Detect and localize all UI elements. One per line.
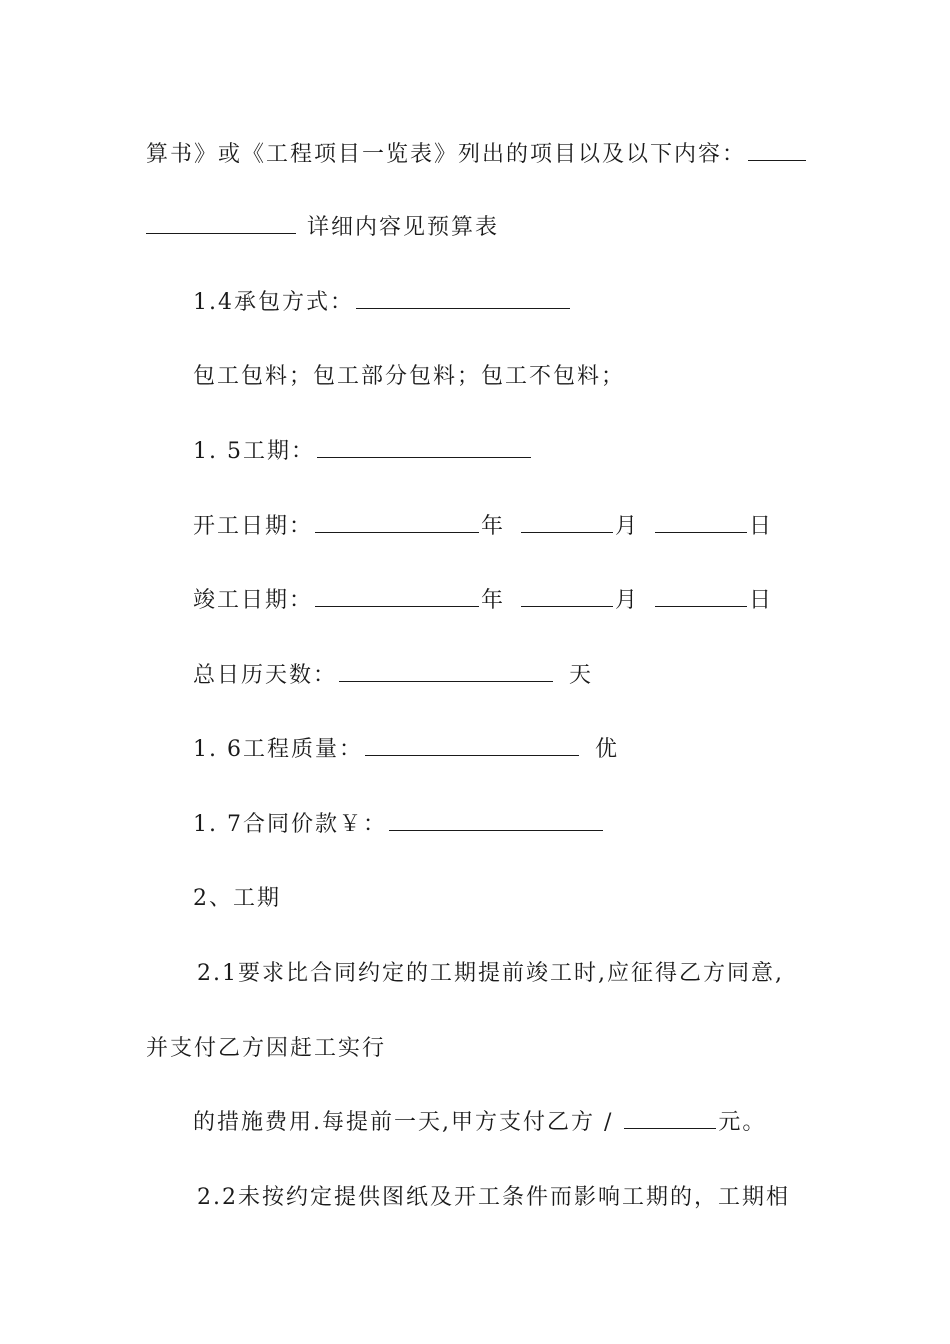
month-blank <box>521 512 613 533</box>
quality-value: 优 <box>594 737 619 762</box>
day-blank <box>655 586 747 607</box>
unit-label: 天 <box>569 663 594 688</box>
paragraph-line <box>146 213 499 243</box>
line-text: 包工包料；包工部分包料；包工不包料； <box>193 364 626 389</box>
start-date-line <box>193 512 773 542</box>
day-blank <box>655 512 747 533</box>
line-text: 并支付乙方因赶工实行 <box>146 1036 387 1061</box>
fill-in-blank <box>389 810 603 831</box>
paragraph-line <box>197 1183 790 1213</box>
line-label: 总日历天数： <box>193 663 338 688</box>
year-blank <box>315 586 479 607</box>
line-text: 2.2未按约定提供图纸及开工条件而影响工期的，工期相 <box>197 1185 790 1210</box>
paragraph-line <box>146 140 808 170</box>
contract-options-line <box>193 362 625 392</box>
fill-in-blank <box>748 140 806 161</box>
paragraph-line <box>146 1034 386 1064</box>
currency-unit: 元。 <box>718 1110 767 1135</box>
month-blank <box>521 586 613 607</box>
line-label: 1. 6工程质量： <box>193 737 363 762</box>
year-blank <box>315 512 479 533</box>
paragraph-line <box>193 1108 766 1138</box>
section-heading <box>193 884 281 914</box>
fill-in-blank <box>624 1108 716 1129</box>
month-label: 月 <box>615 588 640 613</box>
contract-type-line <box>193 288 572 318</box>
day-label: 日 <box>749 514 774 539</box>
paragraph-line <box>197 959 784 989</box>
year-label: 年 <box>481 588 506 613</box>
line-text: 1.4承包方式： <box>193 290 354 315</box>
total-days-line <box>193 661 593 691</box>
line-text: 1. 5工期： <box>193 439 315 464</box>
fill-in-blank <box>317 437 531 458</box>
day-label: 日 <box>749 588 774 613</box>
date-label: 竣工日期： <box>193 588 314 613</box>
year-label: 年 <box>481 514 506 539</box>
duration-line <box>193 437 533 467</box>
date-label: 开工日期： <box>193 514 314 539</box>
heading-text: 2、工期 <box>193 886 281 911</box>
line-text: 详细内容见预算表 <box>307 215 500 240</box>
quality-line <box>193 735 619 765</box>
fill-in-blank <box>365 735 579 756</box>
fill-in-blank <box>146 213 296 234</box>
line-text: 算书》或《工程项目一览表》列出的项目以及以下内容： <box>146 142 747 167</box>
fill-in-blank <box>356 288 570 309</box>
end-date-line <box>193 586 773 616</box>
contract-price-line <box>193 810 605 840</box>
line-text: 2.1要求比合同约定的工期提前竣工时,应征得乙方同意, <box>197 961 784 986</box>
line-text: 的措施费用.每提前一天,甲方支付乙方 / <box>193 1110 623 1135</box>
month-label: 月 <box>615 514 640 539</box>
line-text: 1. 7合同价款￥： <box>193 812 387 837</box>
fill-in-blank <box>339 661 553 682</box>
